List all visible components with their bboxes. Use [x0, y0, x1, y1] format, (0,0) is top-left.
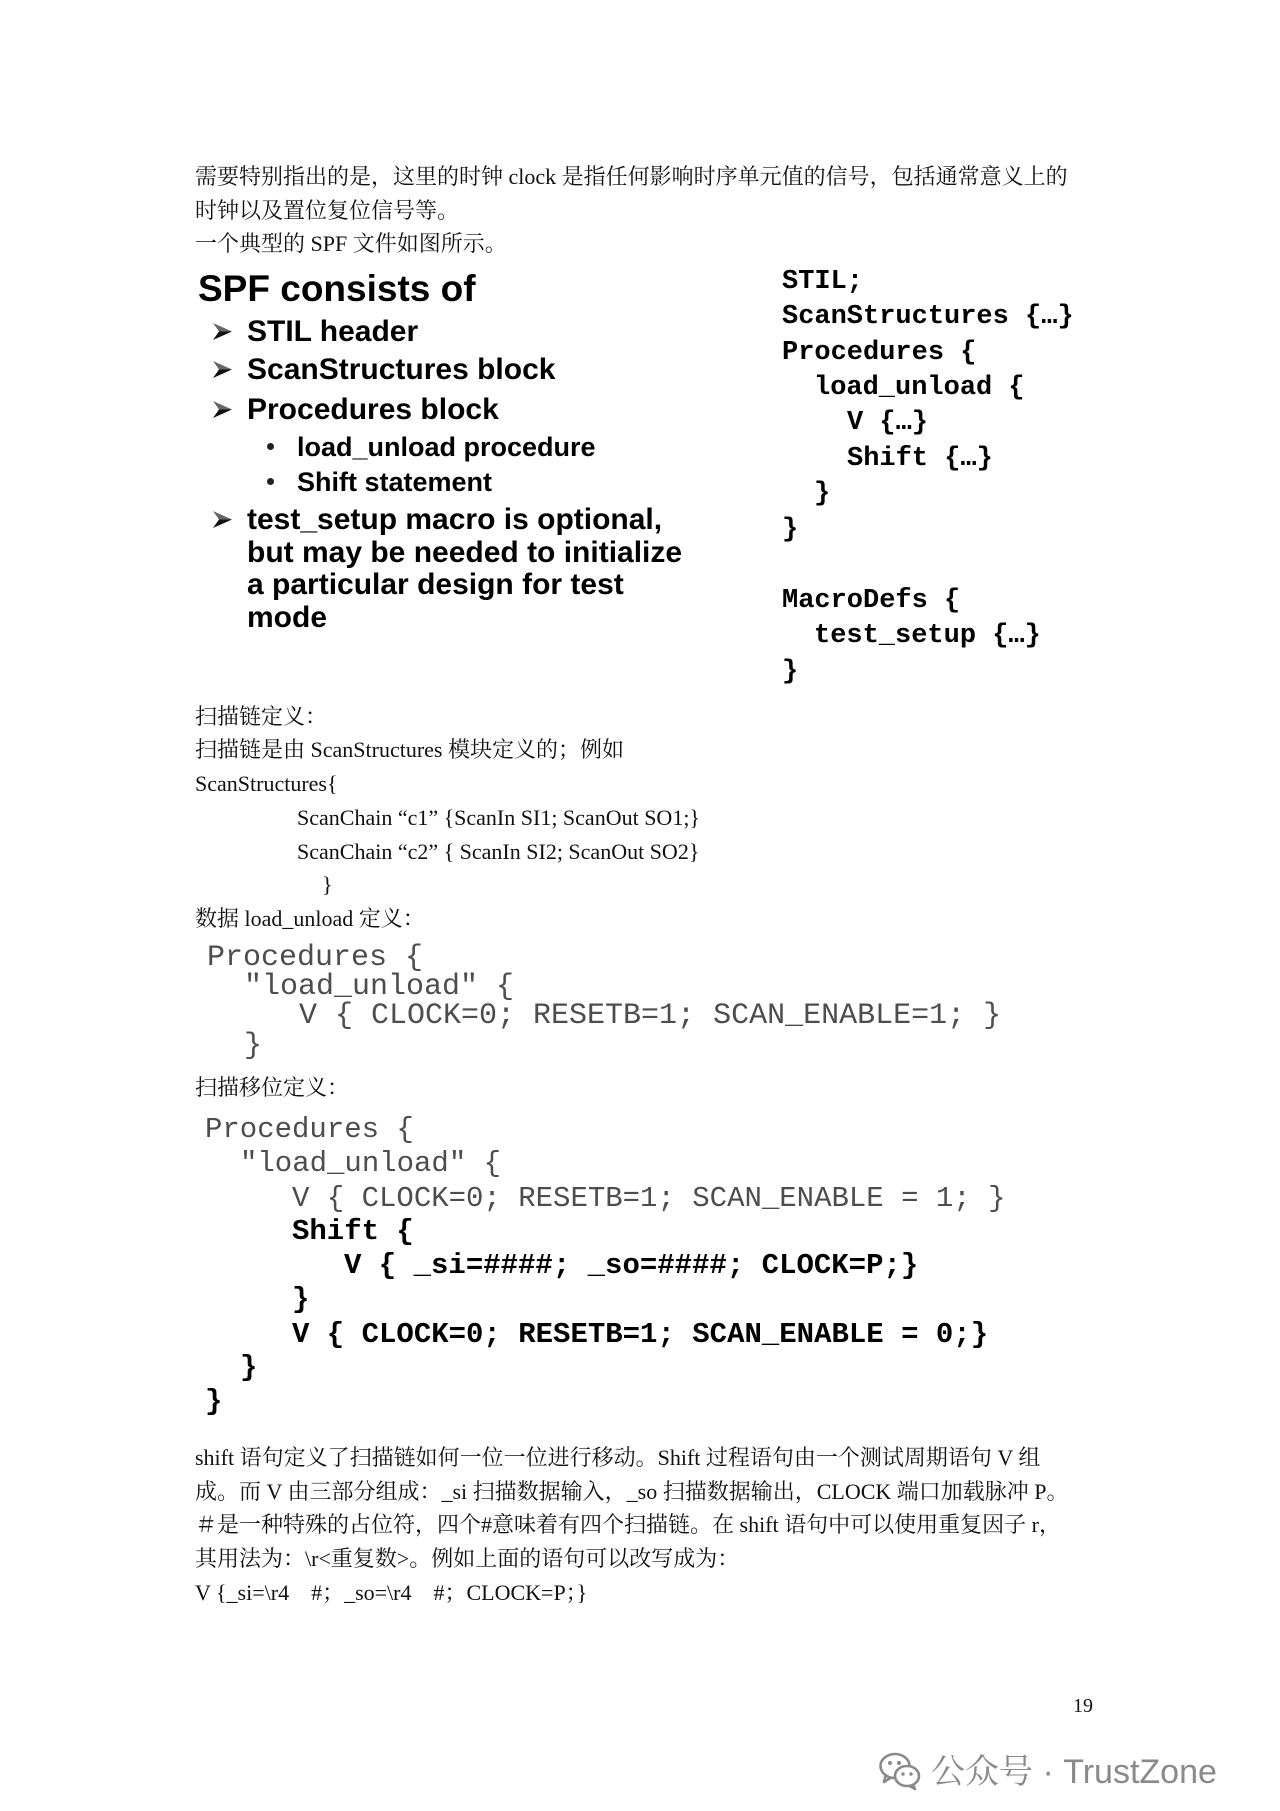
paragraph-line: ＃是一种特殊的占位符，四个#意味着有四个扫描链。在 shift 语句中可以使用重复因子 r，: [195, 1512, 1061, 1537]
intro-line: 需要特别指出的是，这里的时钟 clock 是指任何影响时序单元值的信号，包括通常意义上的: [195, 164, 1068, 189]
figure-bullet: ScanStructures block: [247, 353, 556, 386]
code-line-bold: V { CLOCK=0; RESETB=1; SCAN_ENABLE = 0;}: [292, 1318, 989, 1351]
rewrite-example: V {_si=\r4 #；_so=\r4 #；CLOCK=P；}: [195, 1580, 588, 1605]
scan-chain-example-line: }: [322, 872, 333, 897]
intro-line: 一个典型的 SPF 文件如图所示。: [195, 231, 507, 256]
arrow-bullet-icon: [213, 401, 232, 418]
figure-code-line: }: [782, 515, 799, 545]
section-text: 扫描链是由 ScanStructures 模块定义的；例如: [195, 737, 624, 762]
arrow-bullet-icon: [213, 511, 232, 528]
code-line: V { CLOCK=0; RESETB=1; SCAN_ENABLE=1; }: [299, 999, 1002, 1033]
code-line: Procedures {: [205, 1113, 414, 1146]
code-line-bold: }: [240, 1351, 258, 1384]
code-line-bold: V { _si=####; _so=####; CLOCK=P;}: [344, 1249, 919, 1282]
page-number: 19: [1073, 1695, 1093, 1717]
figure-code-line: Shift {…}: [847, 444, 993, 474]
figure-note-line: mode: [247, 601, 328, 634]
figure-note-line: test_setup macro is optional,: [247, 503, 663, 536]
arrow-bullet-icon: [213, 323, 232, 340]
code-line-bold: }: [205, 1385, 223, 1418]
figure-sub-bullet: Shift statement: [297, 467, 493, 497]
wechat-icon: [878, 1751, 922, 1791]
intro-line: 时钟以及置位复位信号等。: [195, 198, 460, 223]
figure-code-line: }: [814, 479, 831, 509]
code-line-bold: }: [292, 1283, 310, 1316]
section-heading: 扫描移位定义：: [195, 1075, 350, 1100]
figure-code-line: V {…}: [847, 408, 929, 438]
paragraph-line: 其用法为：\r<重复数>。例如上面的语句可以改写成为：: [195, 1546, 740, 1571]
paragraph-line: shift 语句定义了扫描链如何一位一位进行移动。Shift 过程语句由一个测试周期语句 V 组: [195, 1445, 1041, 1470]
figure-note-line: but may be needed to initialize: [247, 536, 683, 569]
code-line: "load_unload" {: [244, 970, 515, 1004]
figure-sub-bullet: load_unload procedure: [297, 432, 596, 462]
dot-bullet-icon: [267, 443, 274, 450]
dot-bullet-icon: [267, 478, 274, 485]
scan-chain-example-line: ScanStructures{: [195, 771, 338, 796]
code-line: }: [244, 1029, 263, 1063]
figure-code-line: load_unload {: [814, 373, 1025, 403]
figure-bullet: STIL header: [247, 315, 419, 348]
code-line-bold: Shift {: [292, 1215, 414, 1248]
scan-chain-example-line: ScanChain “c2” { ScanIn SI2; ScanOut SO2}: [297, 839, 700, 864]
figure-code-line: ScanStructures {…}: [782, 302, 1074, 332]
figure-code-line: STIL;: [782, 267, 864, 297]
figure-code-line: }: [782, 657, 799, 687]
scan-chain-example-line: ScanChain “c1” {ScanIn SI1; ScanOut SO1;}: [297, 805, 700, 830]
figure-note-line: a particular design for test: [247, 568, 624, 601]
arrow-bullet-icon: [213, 361, 232, 378]
watermark-text: 公众号 · TrustZone: [931, 1753, 1217, 1791]
section-heading: 扫描链定义：: [195, 704, 328, 729]
section-heading: 数据 load_unload 定义：: [195, 906, 425, 931]
figure-code-line: test_setup {…}: [814, 621, 1041, 651]
figure-bullet: Procedures block: [247, 393, 499, 426]
figure-title: SPF consists of: [198, 268, 476, 309]
code-line: V { CLOCK=0; RESETB=1; SCAN_ENABLE = 1; }: [292, 1182, 1006, 1215]
paragraph-line: 成。而 V 由三部分组成：_si 扫描数据输入，_so 扫描数据输出，CLOCK 端口加载脉冲 P。: [195, 1479, 1069, 1504]
figure-code-line: Procedures {: [782, 338, 977, 368]
code-line: Procedures {: [207, 941, 424, 975]
code-line: "load_unload" {: [240, 1147, 502, 1180]
figure-code-line: MacroDefs {: [782, 586, 961, 616]
